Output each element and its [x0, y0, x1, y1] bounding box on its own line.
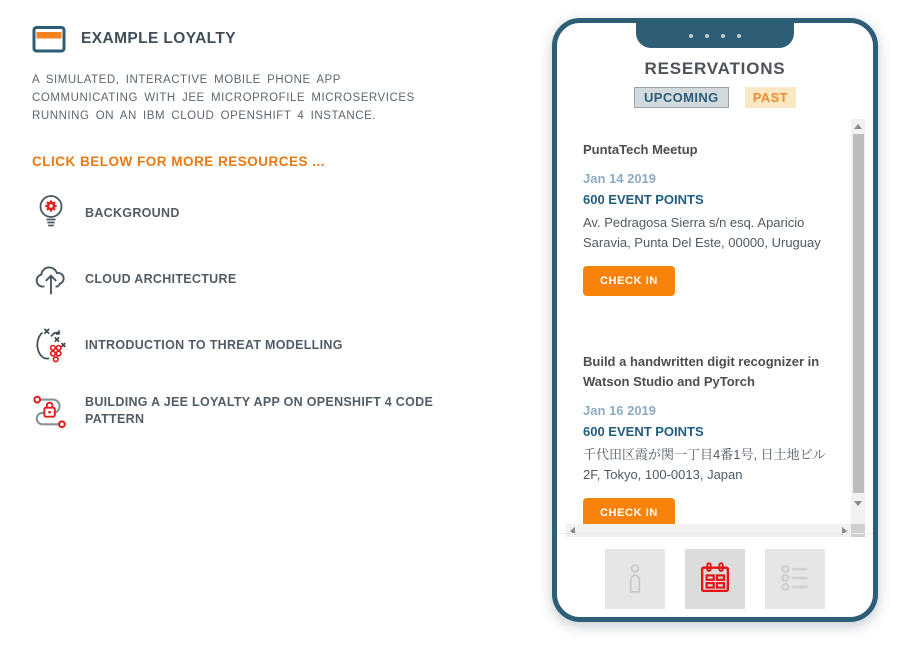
- nav-list-button[interactable]: [765, 549, 825, 609]
- resource-link-background[interactable]: [32, 191, 472, 235]
- scroll-down-button[interactable]: [851, 496, 865, 510]
- reservation-address: 千代田区霞が関一丁目4番1号, 日土地ビル2F, Tokyo, 100-0013, Japan: [583, 447, 826, 482]
- resource-label: INTRODUCTION TO THREAT MODELLING: [85, 337, 343, 352]
- reservation-title: Build a handwritten digit recognizer in Watson Studio and PyTorch: [583, 354, 820, 389]
- person-icon: [622, 562, 648, 597]
- notch-dot: [737, 34, 741, 38]
- screen-title: RESERVATIONS: [644, 59, 786, 78]
- strategy-playbook-icon: [32, 323, 70, 367]
- reservation-points: 600 EVENT POINTS: [583, 424, 704, 439]
- vertical-scrollbar-thumb[interactable]: [853, 134, 864, 493]
- resource-label: CLOUD ARCHITECTURE: [85, 271, 237, 286]
- check-in-button[interactable]: CHECK IN: [583, 266, 675, 296]
- notch-dot: [705, 34, 709, 38]
- reservations-tabs: [557, 87, 873, 108]
- tab-upcoming[interactable]: UPCOMING: [634, 87, 729, 108]
- resource-link-cloud-architecture[interactable]: [32, 257, 472, 301]
- vertical-scrollbar: [851, 119, 865, 524]
- phone-notch: [636, 23, 794, 48]
- tab-past[interactable]: PAST: [745, 87, 796, 108]
- lightbulb-gear-icon: [32, 191, 70, 235]
- app-header: [32, 24, 472, 54]
- page-title: EXAMPLE LOYALTY: [81, 30, 236, 47]
- check-in-button[interactable]: CHECK IN: [583, 498, 675, 524]
- reservation-address: Av. Pedragosa Sierra s/n esq. Aparicio Saravia, Punta Del Este, 00000, Uruguay: [583, 215, 821, 250]
- list-icon: [777, 560, 813, 599]
- calendar-icon: [697, 560, 733, 599]
- notch-dot: [689, 34, 693, 38]
- scroll-up-button[interactable]: [851, 119, 865, 133]
- code-pattern-lock-icon: [32, 389, 70, 433]
- reservation-points: 600 EVENT POINTS: [583, 192, 704, 207]
- resource-link-code-pattern[interactable]: [32, 389, 472, 433]
- cloud-upload-icon: [32, 257, 70, 301]
- reservations-list: [566, 119, 851, 524]
- resources-heading: CLICK BELOW FOR MORE RESOURCES ...: [32, 154, 326, 169]
- app-info-panel: [32, 24, 472, 433]
- loyalty-card-icon: [32, 24, 66, 54]
- reservation-card: [583, 352, 843, 524]
- phone-mockup: [552, 18, 878, 622]
- resource-label: BACKGROUND: [85, 205, 180, 220]
- notch-dot: [721, 34, 725, 38]
- nav-reservations-button[interactable]: [685, 549, 745, 609]
- app-description: A SIMULATED, INTERACTIVE MOBILE PHONE APP COMMUNICATING WITH JEE MICROPROFILE MICROSERVICES RUNNING ON AN IBM CLOUD OPENSHIFT 4 INSTANCE.: [32, 74, 415, 122]
- phone-bottom-nav: [557, 533, 873, 617]
- resource-link-threat-modelling[interactable]: [32, 323, 472, 367]
- reservations-scroll-area: [566, 119, 865, 537]
- nav-profile-button[interactable]: [605, 549, 665, 609]
- reservation-date: Jan 14 2019: [583, 171, 657, 186]
- reservation-date: Jan 16 2019: [583, 403, 657, 418]
- resource-label: BUILDING A JEE LOYALTY APP ON OPENSHIFT 4 CODE PATTERN: [85, 395, 434, 426]
- reservation-title: PuntaTech Meetup: [583, 142, 698, 157]
- reservation-card: [583, 140, 843, 296]
